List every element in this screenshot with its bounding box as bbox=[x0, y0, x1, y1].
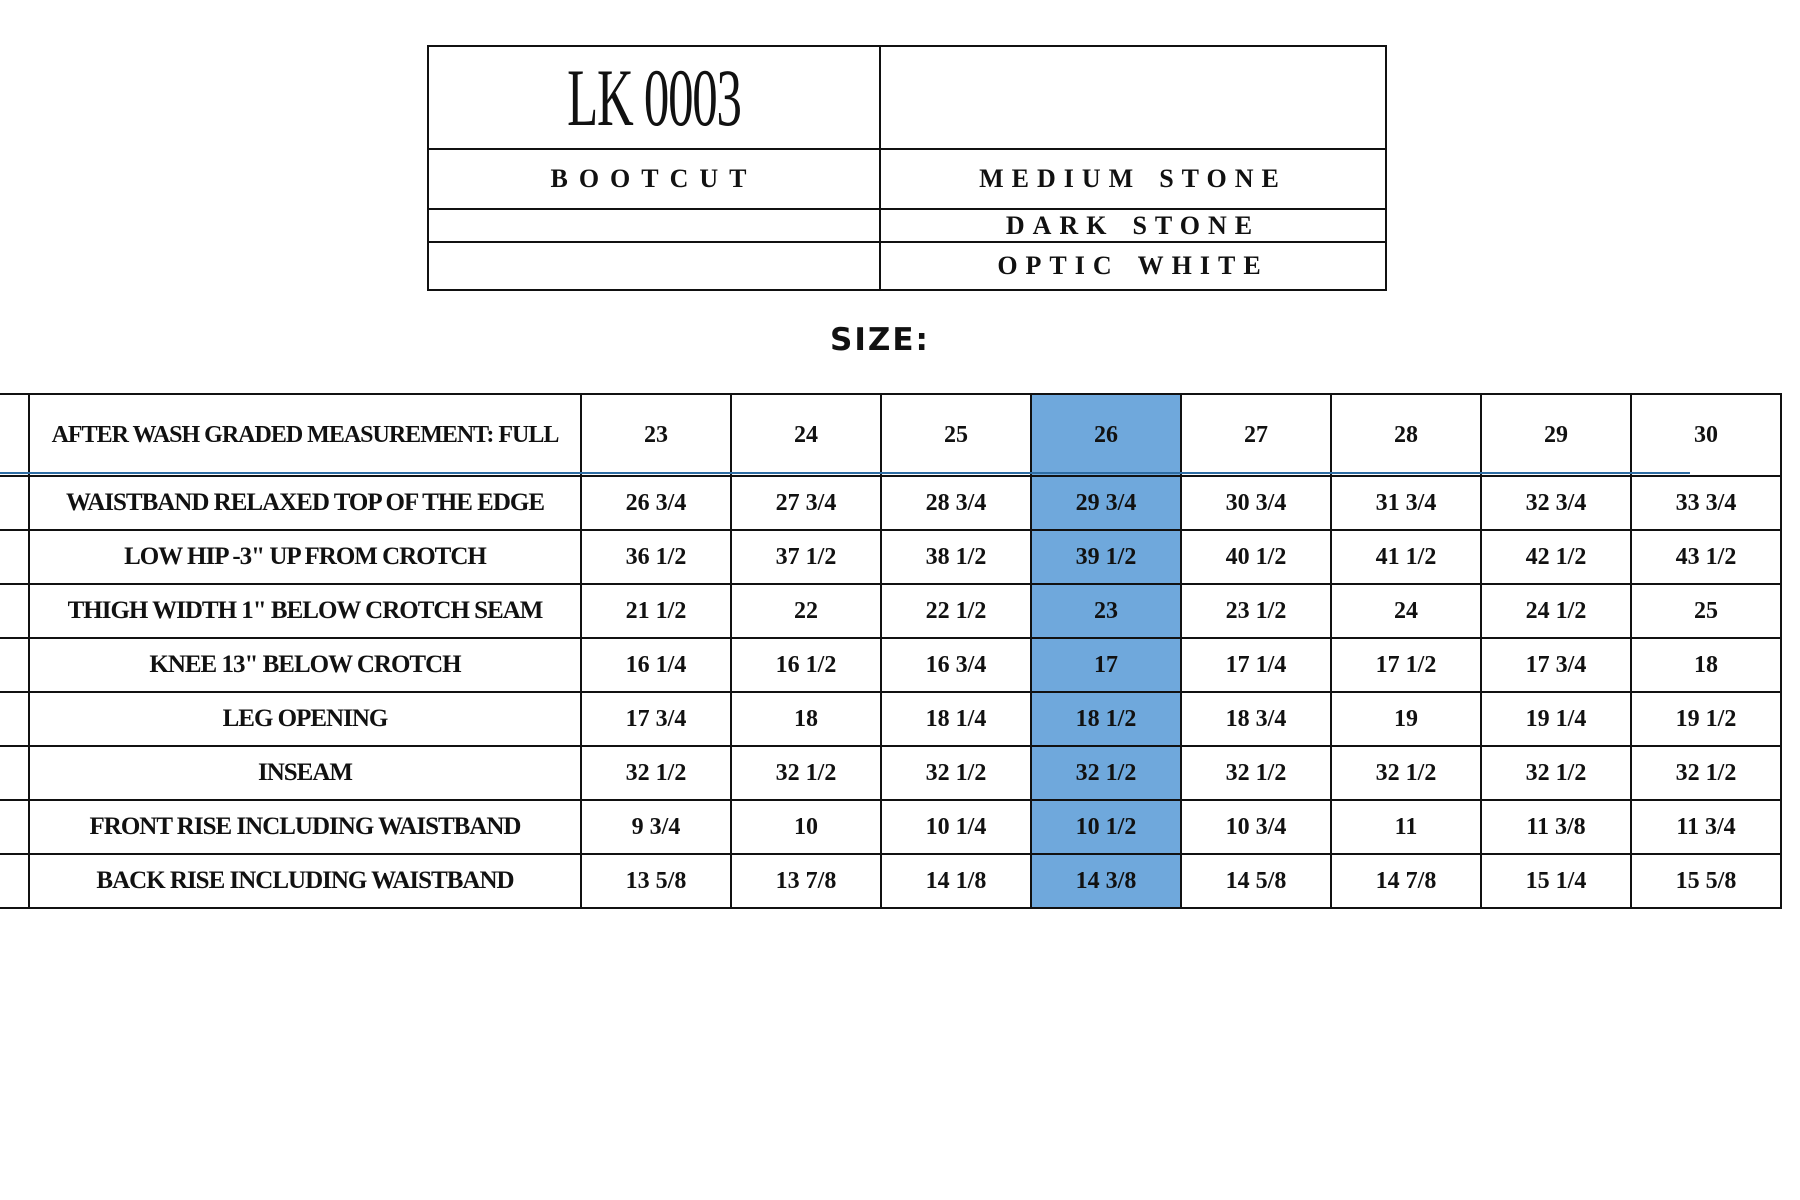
measurement-value: 38 1/2 bbox=[881, 530, 1031, 584]
color-name: MEDIUM STONE bbox=[979, 164, 1287, 193]
table-row bbox=[0, 854, 1781, 908]
measurement-value: 24 bbox=[1331, 584, 1481, 638]
measurement-value: 32 1/2 bbox=[581, 746, 731, 800]
measurement-value: 22 1/2 bbox=[881, 584, 1031, 638]
measurement-value: 42 1/2 bbox=[1481, 530, 1631, 584]
measurement-value-highlighted: 29 3/4 bbox=[1031, 476, 1181, 530]
measurement-value-highlighted: 23 bbox=[1031, 584, 1181, 638]
measurement-value: 36 1/2 bbox=[581, 530, 731, 584]
measurement-value-highlighted: 10 1/2 bbox=[1031, 800, 1181, 854]
color-name: DARK STONE bbox=[1005, 210, 1261, 240]
header-label: AFTER WASH GRADED MEASUREMENT: FULL bbox=[29, 394, 581, 476]
table-row bbox=[0, 530, 1781, 584]
measurement-label: WAISTBAND RELAXED TOP OF THE EDGE bbox=[29, 476, 581, 530]
measurement-value: 10 1/4 bbox=[881, 800, 1031, 854]
measurement-value: 37 1/2 bbox=[731, 530, 881, 584]
measurement-value: 9 3/4 bbox=[581, 800, 731, 854]
measurement-value: 32 1/2 bbox=[1331, 746, 1481, 800]
measurement-value: 13 7/8 bbox=[731, 854, 881, 908]
measurement-value-highlighted: 14 3/8 bbox=[1031, 854, 1181, 908]
table-row bbox=[0, 584, 1781, 638]
measurement-value: 10 bbox=[731, 800, 881, 854]
measurement-value: 32 1/2 bbox=[731, 746, 881, 800]
table-row bbox=[0, 746, 1781, 800]
measurement-value: 21 1/2 bbox=[581, 584, 731, 638]
measurement-value: 43 1/2 bbox=[1631, 530, 1781, 584]
table-row bbox=[0, 800, 1781, 854]
style-code: LK 0003 bbox=[567, 51, 741, 143]
measurement-rows bbox=[0, 476, 1781, 908]
measurement-value: 23 1/2 bbox=[1181, 584, 1331, 638]
table-row bbox=[0, 692, 1781, 746]
size-header: 25 bbox=[881, 394, 1031, 476]
measurement-value: 10 3/4 bbox=[1181, 800, 1331, 854]
measurement-value: 16 3/4 bbox=[881, 638, 1031, 692]
measurement-value: 25 bbox=[1631, 584, 1781, 638]
color-cell-3 bbox=[880, 242, 1386, 290]
empty-fit-cell bbox=[428, 209, 880, 242]
blue-rule-line bbox=[0, 472, 1690, 474]
color-name: OPTIC WHITE bbox=[997, 251, 1269, 280]
empty-header-cell bbox=[880, 46, 1386, 149]
measurement-value: 24 1/2 bbox=[1481, 584, 1631, 638]
row-stub bbox=[0, 584, 29, 638]
size-header: 23 bbox=[581, 394, 731, 476]
measurement-value: 40 1/2 bbox=[1181, 530, 1331, 584]
fit-cell bbox=[428, 149, 880, 209]
measurement-value: 11 3/4 bbox=[1631, 800, 1781, 854]
color-cell-2 bbox=[880, 209, 1386, 242]
measurement-value: 17 1/2 bbox=[1331, 638, 1481, 692]
measurement-value: 18 3/4 bbox=[1181, 692, 1331, 746]
measurement-value: 13 5/8 bbox=[581, 854, 731, 908]
measurement-label: INSEAM bbox=[29, 746, 581, 800]
measurement-value: 32 1/2 bbox=[881, 746, 1031, 800]
measurement-value: 32 1/2 bbox=[1481, 746, 1631, 800]
measurement-label: KNEE 13" BELOW CROTCH bbox=[29, 638, 581, 692]
row-stub bbox=[0, 746, 29, 800]
size-header: 28 bbox=[1331, 394, 1481, 476]
size-header: 24 bbox=[731, 394, 881, 476]
row-stub bbox=[0, 530, 29, 584]
table-row bbox=[0, 638, 1781, 692]
measurement-value: 30 3/4 bbox=[1181, 476, 1331, 530]
measurement-value: 33 3/4 bbox=[1631, 476, 1781, 530]
row-stub bbox=[0, 800, 29, 854]
measurement-value: 11 bbox=[1331, 800, 1481, 854]
row-stub bbox=[0, 692, 29, 746]
measurement-value: 11 3/8 bbox=[1481, 800, 1631, 854]
row-stub bbox=[0, 394, 29, 476]
measurement-value-highlighted: 18 1/2 bbox=[1031, 692, 1181, 746]
measurement-value: 32 1/2 bbox=[1631, 746, 1781, 800]
size-title: SIZE: bbox=[830, 322, 930, 358]
measurement-value: 14 5/8 bbox=[1181, 854, 1331, 908]
measurement-value: 19 bbox=[1331, 692, 1481, 746]
measurement-value: 41 1/2 bbox=[1331, 530, 1481, 584]
empty-fit-cell bbox=[428, 242, 880, 290]
color-cell-1 bbox=[880, 149, 1386, 209]
style-code-cell bbox=[428, 46, 880, 149]
measurement-value: 18 bbox=[731, 692, 881, 746]
measurement-value: 28 3/4 bbox=[881, 476, 1031, 530]
measurement-value: 19 1/4 bbox=[1481, 692, 1631, 746]
measurement-label: LOW HIP -3" UP FROM CROTCH bbox=[29, 530, 581, 584]
size-header: 27 bbox=[1181, 394, 1331, 476]
measurement-value: 32 1/2 bbox=[1181, 746, 1331, 800]
size-header-highlighted: 26 bbox=[1031, 394, 1181, 476]
measurement-value-highlighted: 39 1/2 bbox=[1031, 530, 1181, 584]
measurement-table-wrap bbox=[0, 393, 1782, 909]
measurement-value-highlighted: 17 bbox=[1031, 638, 1181, 692]
measurement-value: 32 3/4 bbox=[1481, 476, 1631, 530]
measurement-value: 16 1/2 bbox=[731, 638, 881, 692]
measurement-label: FRONT RISE INCLUDING WAISTBAND bbox=[29, 800, 581, 854]
measurement-value: 19 1/2 bbox=[1631, 692, 1781, 746]
size-header: 29 bbox=[1481, 394, 1631, 476]
measurement-value: 16 1/4 bbox=[581, 638, 731, 692]
row-stub bbox=[0, 476, 29, 530]
measurement-value-highlighted: 32 1/2 bbox=[1031, 746, 1181, 800]
measurement-value: 17 3/4 bbox=[1481, 638, 1631, 692]
measurement-value: 27 3/4 bbox=[731, 476, 881, 530]
measurement-value: 15 5/8 bbox=[1631, 854, 1781, 908]
table-row bbox=[0, 476, 1781, 530]
measurement-label: BACK RISE INCLUDING WAISTBAND bbox=[29, 854, 581, 908]
measurement-value: 22 bbox=[731, 584, 881, 638]
measurement-value: 14 1/8 bbox=[881, 854, 1031, 908]
measurement-value: 14 7/8 bbox=[1331, 854, 1481, 908]
measurement-value: 18 1/4 bbox=[881, 692, 1031, 746]
measurement-value: 26 3/4 bbox=[581, 476, 731, 530]
measurement-value: 17 1/4 bbox=[1181, 638, 1331, 692]
measurement-label: THIGH WIDTH 1" BELOW CROTCH SEAM bbox=[29, 584, 581, 638]
table-header-row bbox=[0, 394, 1781, 476]
measurement-value: 15 1/4 bbox=[1481, 854, 1631, 908]
fit-name: BOOTCUT bbox=[550, 164, 758, 193]
measurement-table bbox=[0, 393, 1782, 909]
measurement-label: LEG OPENING bbox=[29, 692, 581, 746]
style-header-table bbox=[427, 45, 1387, 291]
row-stub bbox=[0, 854, 29, 908]
size-header: 30 bbox=[1631, 394, 1781, 476]
measurement-value: 18 bbox=[1631, 638, 1781, 692]
measurement-value: 31 3/4 bbox=[1331, 476, 1481, 530]
measurement-value: 17 3/4 bbox=[581, 692, 731, 746]
row-stub bbox=[0, 638, 29, 692]
